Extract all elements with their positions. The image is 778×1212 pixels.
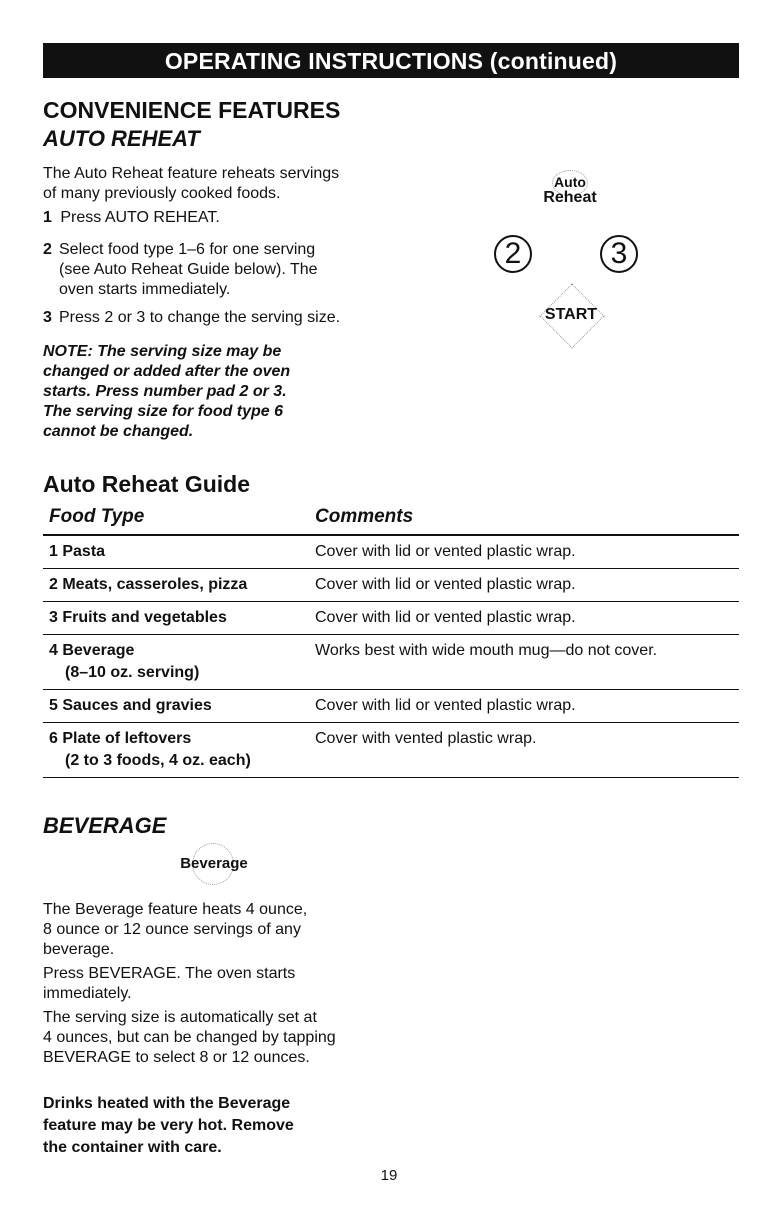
text-line: Press BEVERAGE. The oven starts bbox=[43, 965, 296, 982]
section-title: CONVENIENCE FEATURES bbox=[43, 97, 341, 123]
step-text: Press 2 or 3 to change the serving size. bbox=[59, 309, 341, 326]
table-header-row bbox=[43, 506, 739, 535]
step-2 bbox=[43, 240, 378, 300]
number-pad-2[interactable]: 2 bbox=[494, 235, 532, 273]
food-type-serving: (8–10 oz. serving) bbox=[65, 664, 200, 681]
beverage-description bbox=[43, 900, 383, 1072]
start-key-label: START bbox=[544, 306, 598, 323]
food-type-cell bbox=[43, 723, 309, 778]
food-type-cell bbox=[43, 635, 309, 690]
paragraph bbox=[43, 900, 383, 960]
table-row bbox=[43, 569, 739, 602]
auto-reheat-key[interactable] bbox=[530, 166, 610, 210]
table-row bbox=[43, 723, 739, 778]
key-label-bottom: Reheat bbox=[543, 189, 597, 206]
auto-reheat-title: AUTO REHEAT bbox=[43, 126, 200, 151]
step-text: oven starts immediately. bbox=[59, 281, 231, 298]
step-number: 2 bbox=[43, 241, 52, 258]
food-type-cell bbox=[43, 690, 309, 723]
text-line: 4 ounces, but can be changed by tapping bbox=[43, 1029, 336, 1046]
step-number: 3 bbox=[43, 309, 52, 326]
note-line: cannot be changed. bbox=[43, 423, 194, 440]
food-type: 4 Beverage bbox=[49, 642, 135, 659]
warning-line: Drinks heated with the Beverage bbox=[43, 1095, 291, 1112]
start-key[interactable] bbox=[533, 289, 609, 341]
comment-cell: Cover with vented plastic wrap. bbox=[309, 723, 739, 778]
note-line: changed or added after the oven bbox=[43, 363, 291, 380]
paragraph bbox=[43, 1008, 383, 1068]
comment-cell: Cover with lid or vented plastic wrap. bbox=[309, 535, 739, 569]
step-3 bbox=[43, 308, 378, 328]
warning-line: feature may be very hot. Remove bbox=[43, 1117, 294, 1134]
step-number: 1 bbox=[43, 209, 52, 226]
table-row bbox=[43, 635, 739, 690]
guide-title: Auto Reheat Guide bbox=[43, 471, 251, 497]
table-row bbox=[43, 690, 739, 723]
step-list bbox=[43, 240, 378, 332]
beverage-key[interactable] bbox=[174, 843, 254, 883]
page-banner: OPERATING INSTRUCTIONS (continued) bbox=[43, 43, 739, 78]
food-type: 5 Sauces and gravies bbox=[49, 697, 212, 714]
food-type: 6 Plate of leftovers bbox=[49, 730, 192, 747]
text-line: beverage. bbox=[43, 941, 115, 958]
auto-reheat-guide-table bbox=[43, 506, 739, 778]
food-type-serving: (2 to 3 foods, 4 oz. each) bbox=[65, 752, 251, 769]
page-number: 19 bbox=[380, 1167, 398, 1184]
comment-cell: Cover with lid or vented plastic wrap. bbox=[309, 690, 739, 723]
food-type: 3 Fruits and vegetables bbox=[49, 609, 227, 626]
note-line: starts. Press number pad 2 or 3. bbox=[43, 383, 287, 400]
note-line: NOTE: The serving size may be bbox=[43, 343, 282, 360]
beverage-key-label: Beverage bbox=[180, 855, 248, 872]
step-text: (see Auto Reheat Guide below). The bbox=[59, 261, 318, 278]
food-type: 2 Meats, casseroles, pizza bbox=[49, 576, 248, 593]
warning-line: the container with care. bbox=[43, 1139, 222, 1156]
food-type-cell bbox=[43, 569, 309, 602]
food-type: 1 Pasta bbox=[49, 543, 106, 560]
food-type-cell bbox=[43, 535, 309, 569]
step-1 bbox=[43, 208, 220, 228]
text-line: The serving size is automatically set at bbox=[43, 1009, 317, 1026]
paragraph bbox=[43, 964, 383, 1004]
auto-reheat-note bbox=[43, 342, 343, 442]
number-pad-3[interactable]: 3 bbox=[600, 235, 638, 273]
food-type-cell bbox=[43, 602, 309, 635]
beverage-warning bbox=[43, 1093, 363, 1159]
text-line: The Beverage feature heats 4 ounce, bbox=[43, 901, 308, 918]
text-line: immediately. bbox=[43, 985, 132, 1002]
table-row bbox=[43, 535, 739, 569]
text-line: 8 ounce or 12 ounce servings of any bbox=[43, 921, 301, 938]
step-text: Select food type 1–6 for one serving bbox=[59, 241, 316, 258]
comment-cell: Works best with wide mouth mug—do not cover. bbox=[309, 635, 739, 690]
text-line: BEVERAGE to select 8 or 12 ounces. bbox=[43, 1049, 310, 1066]
header-comments: Comments bbox=[309, 506, 739, 535]
step-text: Press AUTO REHEAT. bbox=[60, 209, 220, 226]
note-line: The serving size for food type 6 bbox=[43, 403, 284, 420]
auto-reheat-key-label bbox=[530, 174, 610, 206]
beverage-title: BEVERAGE bbox=[43, 813, 167, 838]
intro-line: of many previously cooked foods. bbox=[43, 185, 281, 202]
key-label-top: Auto bbox=[554, 174, 586, 190]
intro-line: The Auto Reheat feature reheats servings bbox=[43, 165, 340, 182]
header-food-type: Food Type bbox=[43, 506, 309, 535]
comment-cell: Cover with lid or vented plastic wrap. bbox=[309, 602, 739, 635]
auto-reheat-intro bbox=[43, 164, 383, 204]
comment-cell: Cover with lid or vented plastic wrap. bbox=[309, 569, 739, 602]
table-row bbox=[43, 602, 739, 635]
